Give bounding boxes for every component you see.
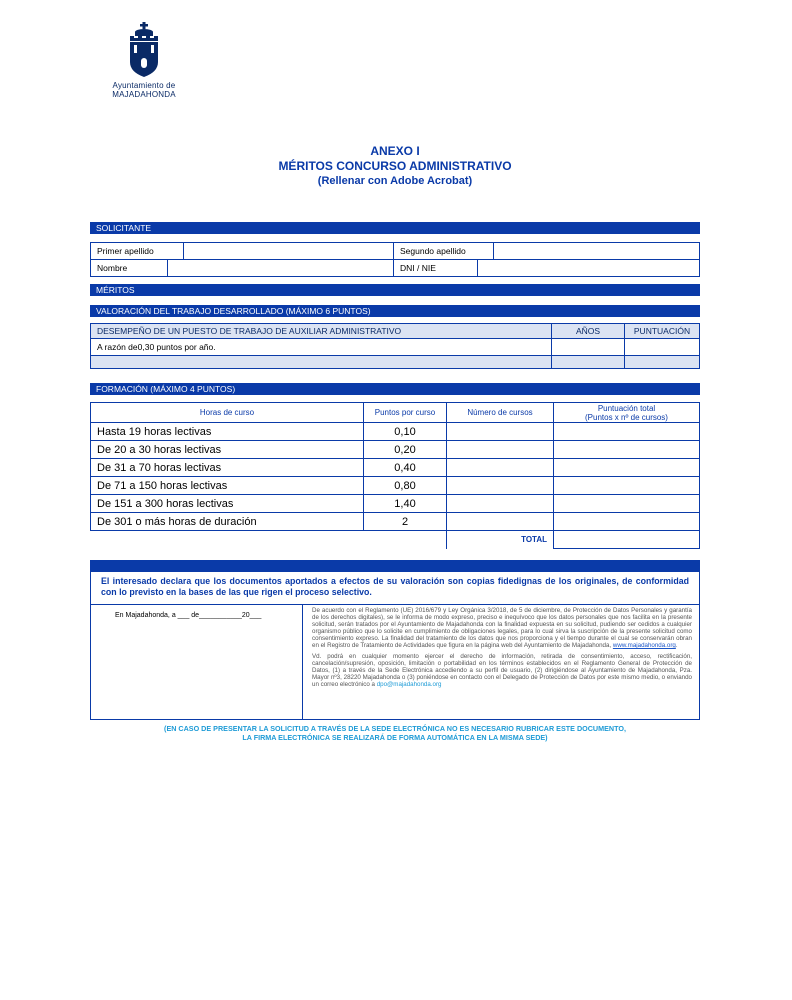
name-label: Nombre xyxy=(91,260,168,277)
work-shaded-cell xyxy=(552,356,625,369)
work-rate-text: A razón de0,30 puntos por año. xyxy=(91,339,552,356)
work-col-job: DESEMPEÑO DE UN PUESTO DE TRABAJO DE AUXILIAR ADMINISTRATIVO xyxy=(91,324,552,339)
training-row xyxy=(91,513,700,531)
training-row-points: 0,80 xyxy=(364,477,447,495)
privacy-paragraph-2 xyxy=(312,653,692,688)
work-years-field[interactable] xyxy=(552,339,625,356)
name-field[interactable] xyxy=(168,260,394,277)
electronic-signature-note xyxy=(90,724,700,742)
second-surname-field[interactable] xyxy=(494,243,700,260)
privacy-notice xyxy=(312,607,692,692)
training-table xyxy=(90,402,700,549)
training-row-count-field[interactable] xyxy=(447,441,554,459)
first-surname-label: Primer apellido xyxy=(91,243,184,260)
document-title xyxy=(90,144,700,189)
training-col-count: Número de cursos xyxy=(447,403,554,423)
applicant-section-bar: SOLICITANTE xyxy=(90,222,700,234)
work-score-field[interactable] xyxy=(625,339,700,356)
first-surname-field[interactable] xyxy=(184,243,394,260)
training-row-count-field[interactable] xyxy=(447,477,554,495)
training-row-points: 0,20 xyxy=(364,441,447,459)
signature-line: En Majadahonda, a ___ de___________20___ xyxy=(115,612,262,619)
training-row-total-field[interactable] xyxy=(554,495,700,513)
signature-area[interactable] xyxy=(91,605,303,719)
applicant-table-2 xyxy=(90,259,700,277)
training-total-spacer xyxy=(91,531,364,549)
training-col-total xyxy=(554,403,700,423)
training-total-spacer xyxy=(364,531,447,549)
training-total-label: TOTAL xyxy=(447,531,554,549)
training-row-points: 1,40 xyxy=(364,495,447,513)
training-col-total-line1: Puntuación total xyxy=(597,403,656,413)
training-row-points: 0,40 xyxy=(364,459,447,477)
training-row-label: De 301 o más horas de duración xyxy=(91,513,364,531)
training-row-points: 2 xyxy=(364,513,447,531)
training-row-total-field[interactable] xyxy=(554,459,700,477)
training-row-label: Hasta 19 horas lectivas xyxy=(91,423,364,441)
logo-line-2: MAJADAHONDA xyxy=(112,90,176,99)
work-section-bar: VALORACIÓN DEL TRABAJO DESARROLLADO (MÁXIMO 6 PUNTOS) xyxy=(90,305,700,317)
training-row xyxy=(91,477,700,495)
footnote-line-2: LA FIRMA ELECTRÓNICA SE REALIZARÁ DE FORMA AUTOMÁTICA EN LA MISMA SEDE) xyxy=(242,733,548,742)
id-doc-field[interactable] xyxy=(478,260,700,277)
work-shaded-cell xyxy=(625,356,700,369)
training-row-total-field[interactable] xyxy=(554,513,700,531)
training-row-count-field[interactable] xyxy=(447,423,554,441)
training-row xyxy=(91,441,700,459)
privacy-paragraph-1: De acuerdo con el Reglamento (UE) 2016/679 y Ley Orgánica 3/2018, de 5 de diciembre, de Protección de Datos Personales y garantía de los derechos digitales), se le informa de modo expreso, preciso e inequívoco que los datos personales que nos facilita en la presente solicitud, serán tratados por el Ayuntamiento de Majadahonda con la finalidad expuesta en su solicitud, pudiendo ser cedidos a cualquier organismo público que lo solicite en cumplimiento de obligaciones legales, para lo cual sirva la suscripción de la presente solicitud como consentimiento expreso. La finalidad del tratamiento de los datos que nos proporciona y el tiempo durante el cual se conservarán obran en el Registro de Tratamiento de Actividades que figura en la página web del Ayuntamiento de Majadahonda, www.majadahonda.org. xyxy=(312,607,692,649)
annex-title: ANEXO I xyxy=(370,144,420,158)
training-row-total-field[interactable] xyxy=(554,441,700,459)
id-doc-label: DNI / NIE xyxy=(394,260,478,277)
website-link[interactable]: www.majadahonda.org xyxy=(612,642,676,649)
applicant-table xyxy=(90,242,700,260)
training-row xyxy=(91,459,700,477)
second-surname-label: Segundo apellido xyxy=(394,243,494,260)
subtitle: (Rellenar con Adobe Acrobat) xyxy=(317,175,473,187)
training-col-points: Puntos por curso xyxy=(364,403,447,423)
logo-line-1: Ayuntamiento de xyxy=(112,81,176,90)
footnote-line-1: (EN CASO DE PRESENTAR LA SOLICITUD A TRAVÉS DE LA SEDE ELECTRÓNICA NO ES NECESARIO RUBRICAR ESTE DOCUMENTO, xyxy=(164,724,626,733)
declaration-statement: El interesado declara que los documentos aportados a efectos de su valoración son copias fidedignas de los originales, de conformidad con lo previsto en la bases de las que rigen el proceso selectivo. xyxy=(91,572,699,605)
declaration-box xyxy=(90,560,700,720)
work-table xyxy=(90,323,700,369)
training-row-label: De 20 a 30 horas lectivas xyxy=(91,441,364,459)
training-total-row xyxy=(91,531,700,549)
work-col-years: AÑOS xyxy=(552,324,625,339)
logo-text xyxy=(104,81,184,99)
training-row-count-field[interactable] xyxy=(447,513,554,531)
training-col-total-line2: (Puntos x nº de cursos) xyxy=(585,412,668,422)
declaration-header-bar xyxy=(91,561,699,572)
training-row-count-field[interactable] xyxy=(447,459,554,477)
training-row-label: De 151 a 300 horas lectivas xyxy=(91,495,364,513)
coat-of-arms-icon xyxy=(126,22,162,78)
training-row xyxy=(91,495,700,513)
training-section-bar: FORMACIÓN (MÁXIMO 4 PUNTOS) xyxy=(90,383,700,395)
merits-section-bar: MÉRITOS xyxy=(90,284,700,296)
dpo-email-link[interactable]: dpo@majadahonda.org xyxy=(376,681,442,688)
training-col-hours: Horas de curso xyxy=(91,403,364,423)
privacy-text-1: De acuerdo con el Reglamento (UE) 2016/679 y Ley Orgánica 3/2018, de 5 de diciembre, de Protección de Datos Personales y garantía de los derechos digitales), se le informa de modo expreso, preciso e inequívoco que los datos personales que nos facilita en la presente solicitud, serán tratados por el Ayuntamiento de Majadahonda con la finalidad expuesta en su solicitud, pudiendo ser cedidos a cualquier organismo público que lo solicite en cumplimiento de obligaciones legales, para lo cual sirva la suscripción de la presente solicitud como consentimiento expreso. La finalidad del tratamiento de los datos que nos proporciona y el tiempo durante el cual se conservarán obran en el Registro de Tratamiento de Actividades que figura en la página web del Ayuntamiento de Majadahonda, xyxy=(312,607,692,649)
municipal-logo xyxy=(104,22,184,99)
work-shaded-cell xyxy=(91,356,552,369)
privacy-text-2: Vd. podrá en cualquier momento ejercer el derecho de información, retirada de consentimiento, acceso, rectificación, cancelación/supresión, oposición, limitación o portabilidad en los términos establecidos en el Reglamento General de Protección de Datos, (1) a través de la Sede Electrónica accediendo a su perfil de usuario, (2) dirigiéndose al Ayuntamiento de Majadahonda, Pza. Mayor nº3, 28220 Majadahonda o (3) poniéndose en contacto con el Delegado de Protección de Datos por este mismo medio, o enviando un correo electrónico a xyxy=(312,653,692,688)
training-row-label: De 31 a 70 horas lectivas xyxy=(91,459,364,477)
training-row-count-field[interactable] xyxy=(447,495,554,513)
training-row-label: De 71 a 150 horas lectivas xyxy=(91,477,364,495)
training-row xyxy=(91,423,700,441)
training-row-points: 0,10 xyxy=(364,423,447,441)
heading-title: MÉRITOS CONCURSO ADMINISTRATIVO xyxy=(278,159,512,173)
work-col-score: PUNTUACIÓN xyxy=(625,324,700,339)
training-row-total-field[interactable] xyxy=(554,477,700,495)
training-row-total-field[interactable] xyxy=(554,423,700,441)
training-total-field[interactable] xyxy=(554,531,700,549)
